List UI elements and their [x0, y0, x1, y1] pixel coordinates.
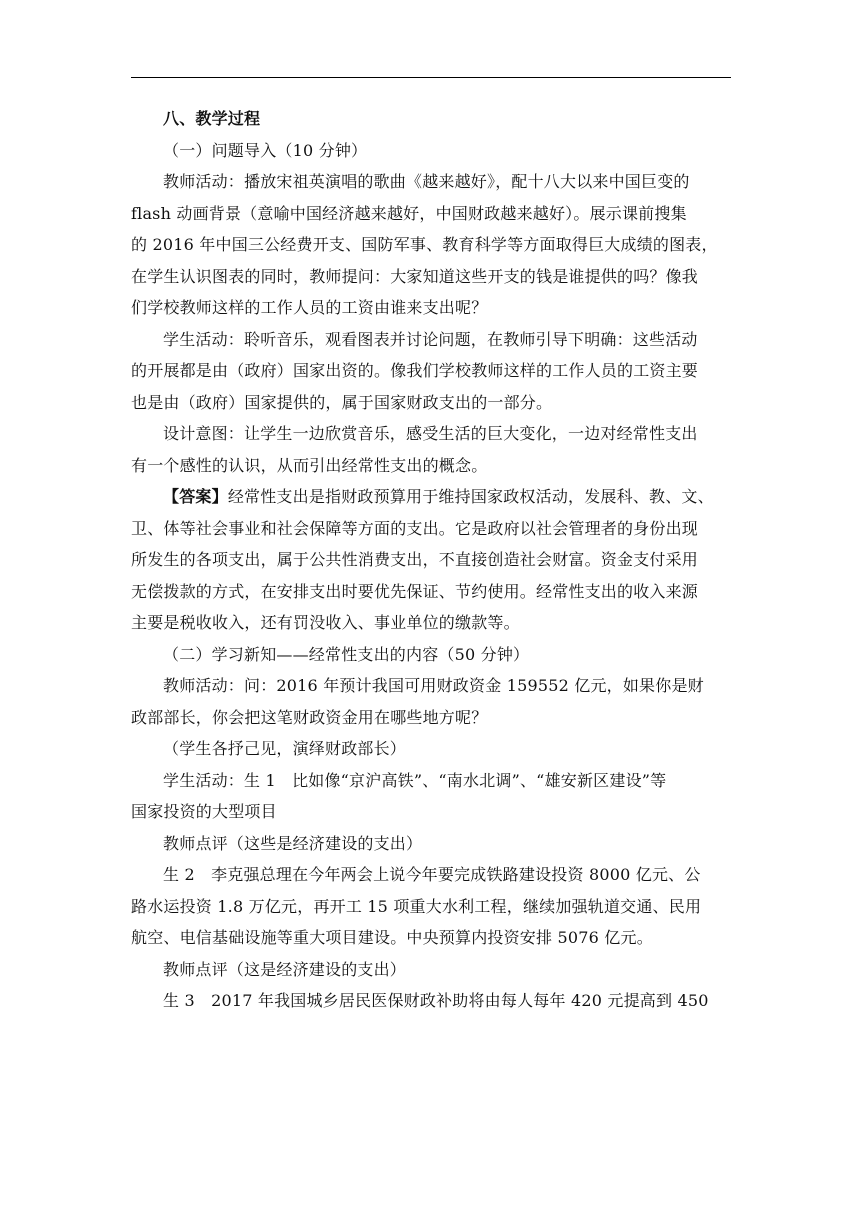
line-text: （二）学习新知——经常性支出的内容（50 分钟）	[163, 644, 530, 664]
line-text: 生 3 2017 年我国城乡居民医保财政补助将由每人每年 420 元提高到 450	[163, 991, 709, 1010]
line-text: 政部部长，你会把这笔财政资金用在哪些地方呢？	[131, 707, 488, 727]
text-line	[131, 544, 731, 576]
line-text: 主要是税收收入，还有罚没收入、事业单位的缴款等。	[131, 613, 520, 632]
text-line	[131, 765, 731, 797]
text-line	[131, 891, 731, 923]
text-line	[131, 670, 731, 702]
header-rule	[131, 77, 731, 78]
text-line	[131, 828, 731, 860]
text-line	[131, 166, 731, 198]
line-text: 设计意图：让学生一边欣赏音乐，感受生活的巨大变化，一边对经常性支出	[163, 424, 698, 443]
line-text: 所发生的各项支出，属于公共性消费支出，不直接创造社会财富。资金支付采用	[131, 550, 699, 569]
section-heading	[131, 103, 731, 135]
line-text: 学生活动：聆听音乐，观看图表并讨论问题，在教师引导下明确：这些活动	[163, 329, 698, 349]
line-text: 的开展都是由（政府）国家出资的。像我们学校教师这样的工作人员的工资主要	[131, 361, 699, 380]
line-text: 无偿拨款的方式，在安排支出时要优先保证、节约使用。经常性支出的收入来源	[131, 581, 699, 601]
line-text: 学生活动：生 1 比如像“京沪高铁”、“南水北调”、“雄安新区建设”等	[163, 770, 667, 790]
text-line	[131, 450, 731, 482]
line-text: 教师点评（这是经济建设的支出）	[163, 959, 407, 979]
line-text: 们学校教师这样的工作人员的工资由谁来支出呢？	[131, 298, 488, 317]
line-text: 路水运投资 1.8 万亿元，再开工 15 项重大水利工程，继续加强轨道交通、民用	[131, 896, 702, 916]
line-text: 教师活动：播放宋祖英演唱的歌曲《越来越好》，配十八大以来中国巨变的	[163, 172, 690, 191]
answer-label: 【答案】	[163, 487, 228, 506]
line-text: 的 2016 年中国三公经费开支、国防军事、教育科学等方面取得巨大成绩的图表，	[131, 235, 718, 254]
line-text: 教师活动：问：2016 年预计我国可用财政资金 159552 亿元，如果你是财	[163, 676, 704, 695]
line-text: 有一个感性的认识，从而引出经常性支出的概念。	[131, 455, 488, 475]
line-text: 八、教学过程	[163, 109, 261, 128]
text-line	[131, 954, 731, 986]
text-line	[131, 261, 731, 293]
text-line	[131, 733, 731, 765]
document-body	[131, 103, 731, 1017]
text-line	[131, 418, 731, 450]
line-text: flash 动画背景（意喻中国经济越来越好，中国财政越来越好）。展示课前搜集	[131, 203, 687, 223]
text-line	[131, 607, 731, 639]
text-line	[131, 198, 731, 230]
text-line	[131, 859, 731, 891]
line-text: 经常性支出是指财政预算用于维持国家政权活动，发展科、教、文、	[227, 487, 714, 506]
line-text: （一）问题导入（10 分钟）	[163, 140, 368, 160]
text-line	[131, 796, 731, 828]
line-text: 卫、体等社会事业和社会保障等方面的支出。它是政府以社会管理者的身份出现	[131, 518, 699, 538]
text-line	[131, 639, 731, 671]
text-line	[131, 513, 731, 545]
line-text: 国家投资的大型项目	[131, 802, 277, 821]
line-text: 航空、电信基础设施等重大项目建设。中央预算内投资安排 5076 亿元。	[131, 928, 653, 947]
text-line	[131, 481, 731, 513]
line-text: 也是由（政府）国家提供的，属于国家财政支出的一部分。	[131, 392, 553, 412]
text-line	[131, 135, 731, 167]
text-line	[131, 229, 731, 261]
text-line	[131, 985, 731, 1017]
text-line	[131, 387, 731, 419]
text-line	[131, 576, 731, 608]
line-text: 教师点评（这些是经济建设的支出）	[163, 833, 423, 853]
text-line	[131, 355, 731, 387]
line-text: （学生各抒己见，演绎财政部长）	[163, 739, 407, 758]
text-line	[131, 324, 731, 356]
text-line	[131, 702, 731, 734]
line-text: 在学生认识图表的同时，教师提问：大家知道这些开支的钱是谁提供的吗？像我	[131, 266, 699, 286]
line-text: 生 2 李克强总理在今年两会上说今年要完成铁路建设投资 8000 亿元、公	[163, 865, 701, 884]
text-line	[131, 922, 731, 954]
text-line	[131, 292, 731, 324]
